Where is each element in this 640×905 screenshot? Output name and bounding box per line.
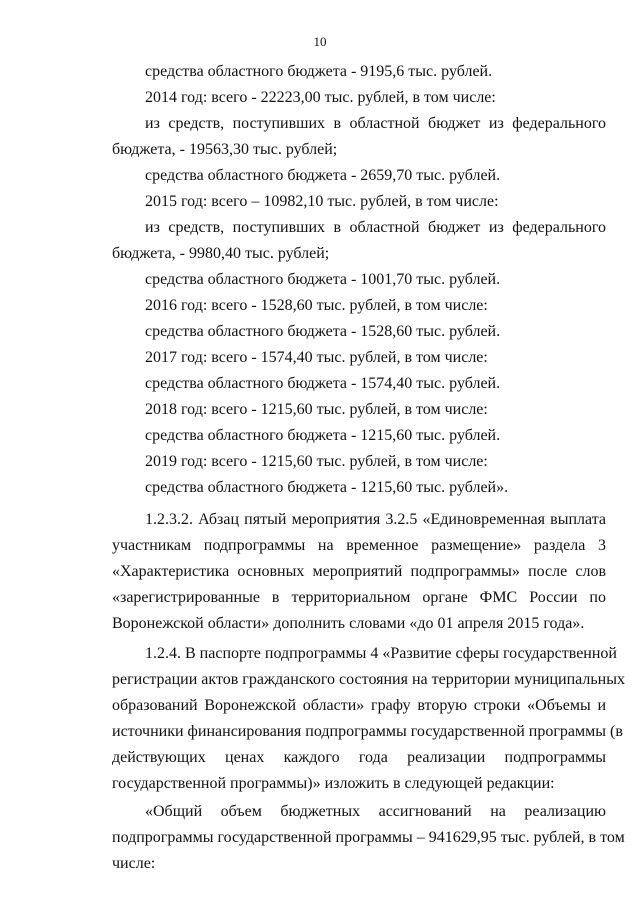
- text-line: подпрограммы государственной программы – 941629,95 тыс. рублей, в том: [112, 829, 625, 846]
- text-line: из средств, поступивших в областной бюджет из федерального: [145, 115, 606, 132]
- text-line: действующих ценах каждого года реализации подпрограммы: [112, 749, 606, 766]
- text-line: 2019 год: всего - 1215,60 тыс. рублей, в том числе:: [145, 453, 488, 470]
- text-line: «зарегистрированные в территориальном органе ФМС России по: [112, 589, 606, 606]
- text-line: участникам подпрограммы на временное размещение» раздела 3: [112, 537, 606, 554]
- text-line: бюджета, - 9980,40 тыс. рублей;: [112, 245, 330, 262]
- text-line: «Характеристика основных мероприятий подпрограммы» после слов: [112, 563, 606, 580]
- page-number: 10: [313, 34, 327, 49]
- text-line: средства областного бюджета - 1574,40 тыс. рублей.: [145, 375, 501, 392]
- text-line: средства областного бюджета - 1215,60 тыс. рублей.: [145, 427, 501, 444]
- text-line: 1.2.3.2. Абзац пятый мероприятия 3.2.5 «Единовременная выплата: [145, 511, 606, 528]
- text-line: 2014 год: всего - 22223,00 тыс. рублей, в том числе:: [145, 89, 496, 106]
- text-line: государственной программы)» изложить в следующей редакции:: [112, 775, 555, 792]
- text-line: средства областного бюджета - 1215,60 тыс. рублей».: [145, 479, 509, 496]
- text-line: средства областного бюджета - 1528,60 тыс. рублей.: [145, 323, 501, 340]
- text-line: средства областного бюджета - 1001,70 тыс. рублей.: [145, 271, 501, 288]
- text-line: 2016 год: всего - 1528,60 тыс. рублей, в том числе:: [145, 297, 488, 314]
- text-line: 2017 год: всего - 1574,40 тыс. рублей, в том числе:: [145, 349, 488, 366]
- text-line: числе:: [112, 855, 156, 872]
- text-line: бюджета, - 19563,30 тыс. рублей;: [112, 141, 338, 158]
- text-line: 2018 год: всего - 1215,60 тыс. рублей, в том числе:: [145, 401, 488, 418]
- text-line: из средств, поступивших в областной бюджет из федерального: [145, 219, 606, 236]
- text-line: «Общий объем бюджетных ассигнований на реализацию: [145, 803, 606, 820]
- text-line: 2015 год: всего – 10982,10 тыс. рублей, в том числе:: [145, 193, 499, 210]
- text-line: 1.2.4. В паспорте подпрограммы 4 «Развитие сферы государственной: [145, 645, 617, 662]
- text-line: регистрации актов гражданского состояния на территории муниципальных: [112, 671, 625, 688]
- text-line: образований Воронежской области» графу вторую строки «Объемы и: [112, 697, 606, 714]
- text-line: источники финансирования подпрограммы государственной программы (в: [112, 723, 623, 740]
- text-line: средства областного бюджета - 9195,6 тыс. рублей.: [145, 63, 493, 80]
- text-line: Воронежской области» дополнить словами «до 01 апреля 2015 года».: [112, 615, 585, 632]
- text-line: средства областного бюджета - 2659,70 тыс. рублей.: [145, 167, 501, 184]
